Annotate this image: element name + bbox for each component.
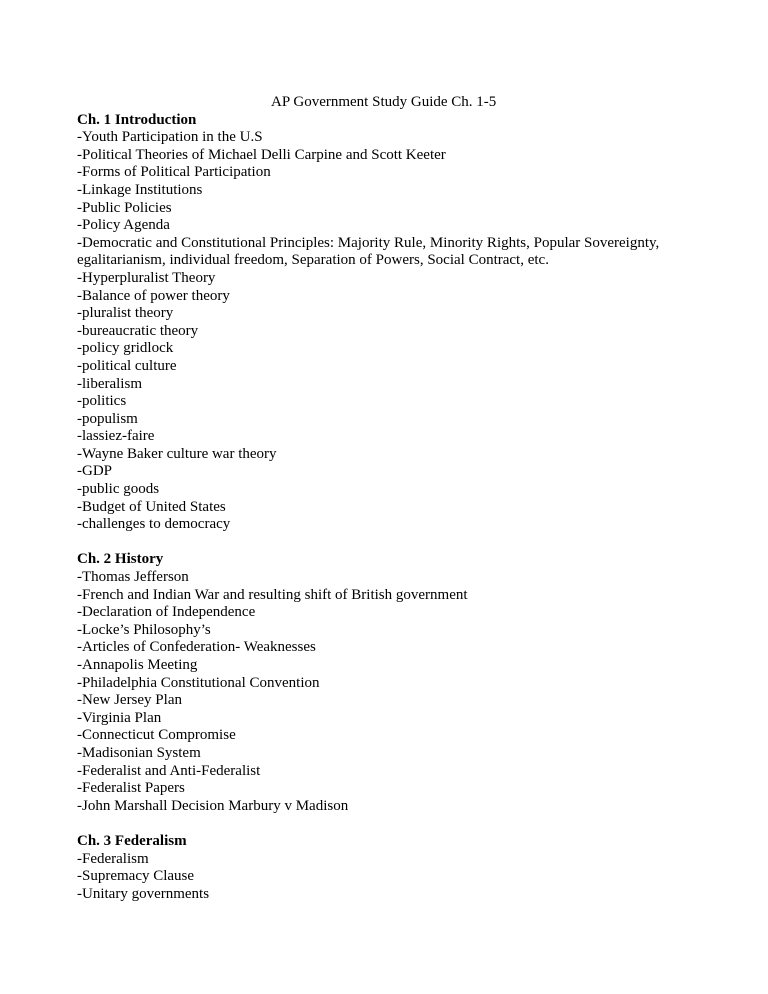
list-item: -Policy Agenda [77, 217, 170, 234]
list-item: -Articles of Confederation- Weaknesses [77, 639, 316, 656]
list-item: -Democratic and Constitutional Principles: Majority Rule, Minority Rights, Popular Sovereignty, egalitarianism, individual freedom, Separation of Powers, Social Contract, etc. [77, 234, 660, 269]
section-heading: Ch. 1 Introduction [77, 111, 197, 128]
list-item: -lassiez-faire [77, 428, 155, 445]
list-item: -Public Policies [77, 199, 172, 216]
list-item: -Federalism [77, 850, 149, 867]
list-item: -Locke’s Philosophy’s [77, 621, 211, 638]
list-item: -bureaucratic theory [77, 322, 199, 339]
list-item: -Declaration of Independence [77, 604, 256, 621]
list-item: -pluralist theory [77, 305, 174, 322]
list-item: -public goods [77, 481, 160, 498]
list-item: -Budget of United States [77, 498, 226, 515]
section-ch1 [77, 112, 697, 534]
list-item: -Supremacy Clause [77, 868, 195, 885]
section-heading: Ch. 2 History [77, 551, 164, 568]
list-item: -Philadelphia Constitutional Convention [77, 674, 320, 691]
list-item: -Federalist Papers [77, 780, 185, 797]
list-item: -Forms of Political Participation [77, 164, 271, 181]
section-ch3 [77, 833, 697, 903]
list-item: -liberalism [77, 375, 142, 392]
list-item: -Connecticut Compromise [77, 727, 236, 744]
list-item: -policy gridlock [77, 340, 174, 357]
list-item: -Thomas Jefferson [77, 569, 189, 586]
list-item: -New Jersey Plan [77, 692, 182, 709]
list-item: -Annapolis Meeting [77, 657, 198, 673]
list-item: -challenges to democracy [77, 516, 231, 533]
list-item: -Political Theories of Michael Delli Carpine and Scott Keeter [77, 146, 446, 163]
list-item: -politics [77, 393, 127, 410]
list-item: -Youth Participation in the U.S [77, 129, 263, 146]
list-item: -Balance of power theory [77, 287, 230, 304]
list-item: -Madisonian System [77, 744, 201, 761]
document-body [77, 94, 697, 921]
list-item: -French and Indian War and resulting shift of British government [77, 586, 468, 603]
document-title: AP Government Study Guide Ch. 1-5 [271, 94, 497, 110]
list-item: -Federalist and Anti-Federalist [77, 762, 261, 779]
list-item: -Unitary governments [77, 885, 210, 902]
list-item: -Virginia Plan [77, 709, 162, 726]
list-item: -GDP [77, 463, 113, 480]
section-heading: Ch. 3 Federalism [77, 832, 187, 849]
section-ch2 [77, 551, 697, 815]
list-item: -political culture [77, 357, 177, 374]
list-item: -Wayne Baker culture war theory [77, 445, 277, 462]
list-item: -John Marshall Decision Marbury v Madison [77, 797, 349, 814]
list-item: -Hyperpluralist Theory [77, 269, 216, 286]
list-item: -populism [77, 410, 138, 427]
list-item: -Linkage Institutions [77, 181, 203, 198]
